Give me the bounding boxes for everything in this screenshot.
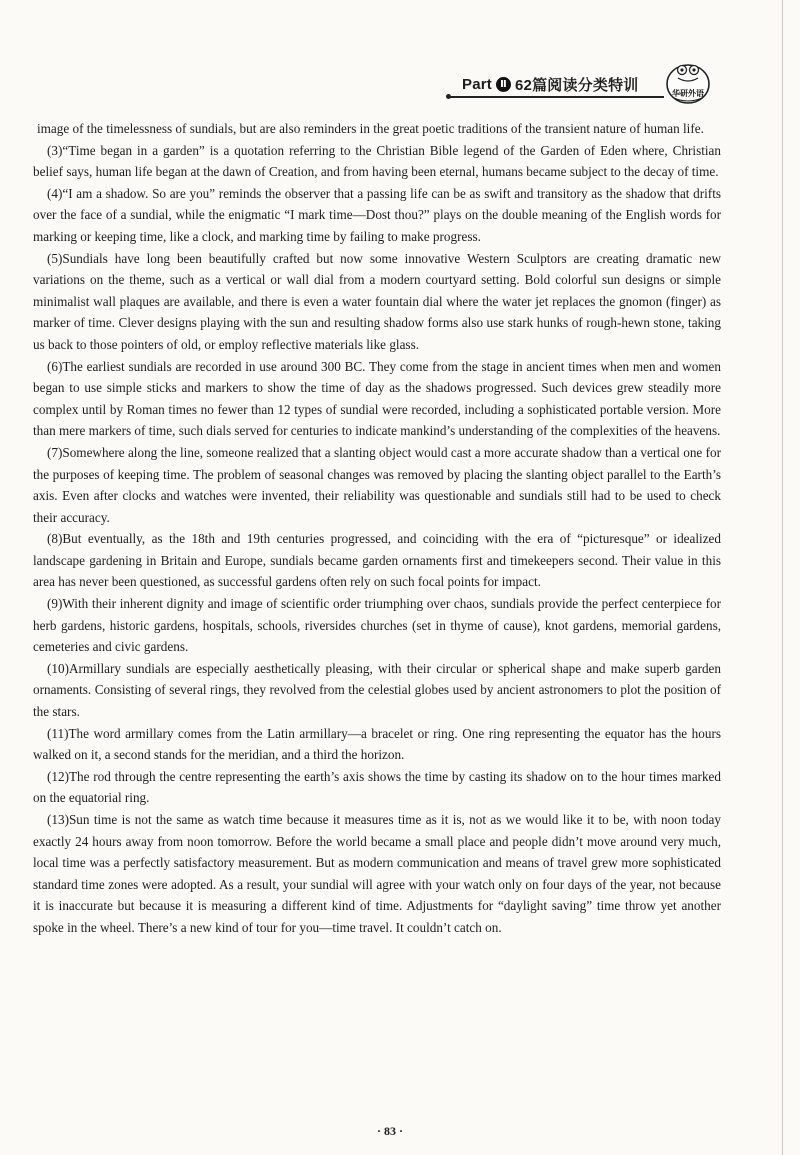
paragraph-5: (5)Sundials have long been beautifully crafted but now some innovative Western Sculptors are creating dramatic new variations on the theme, such as a vertical or wall dial from a modern courtyard setting. Bold colorful sun designs or simple minimalist wall plaques are available, and there is even a water fountain dial where the water jet replaces the gnomon (finger) as marker of time. Clever designs playing with the sun and resulting shadow forms also use stark hunks of rough-hewn stone, taking us back to those pointers of old, or employ reflective materials like glass. <box>33 250 721 352</box>
section-title <box>462 74 638 95</box>
paragraph-6: (6)The earliest sundials are recorded in use around 300 BC. They come from the stage in ancient times when men and women began to use simple sticks and markers to show the time of day as the shadows progressed. Such devices grew steadily more complex until by Roman times no fewer than 12 types of sundial were recorded, including a sophisticated portable version. More than mere markers of time, such dials served for centuries to indicate mankind’s understanding of the complexities of the heavens. <box>33 358 721 439</box>
part-number-badge: Ⅱ <box>496 77 511 92</box>
paragraph-7: (7)Somewhere along the line, someone realized that a slanting object would cast a more accurate shadow than a vertical one for the purposes of keeping time. The problem of seasonal changes was removed by placing the slanting object parallel to the Earth’s axis. Even after clocks and watches were invented, their reliability was questionable and sundials still had to be used to check their accuracy. <box>33 444 721 525</box>
paragraph-continuation: image of the timelessness of sundials, but are also reminders in the great poetic traditions of the transient nature of human life. <box>37 121 704 136</box>
paragraph-4: (4)“I am a shadow. So are you” reminds the observer that a passing life can be as swift and transitory as the shadow that drifts over the face of a sundial, while the enigmatic “I mark time—Dost thou?” plays on the double meaning of the English words for marking or keeping time, like a clock, and marking time by failing to make progress. <box>33 185 721 244</box>
paragraph-11: (11)The word armillary comes from the Latin armillary—a bracelet or ring. One ring representing the equator has the hours walked on it, a second stands for the meridian, and a third the horizon. <box>33 725 721 763</box>
article-body <box>33 118 721 939</box>
paragraph-13: (13)Sun time is not the same as watch time because it measures time as it is, not as we would like it to be, with noon today exactly 24 hours away from noon tomorrow. Before the world became a small place and people didn’t move around very much, local time was a perfectly satisfactory measurement. But as modern communication and means of travel grew more sophisticated standard time zones were adopted. As a result, your sundial will agree with your watch only on four days of the year, not because it is inaccurate but because it is measuring a different kind of time. Adjustments for “daylight saving” time throw yet another spoke in the wheel. There’s a new kind of tour for you—time travel. It couldn’t catch on. <box>33 812 721 935</box>
paragraph-8: (8)But eventually, as the 18th and 19th centuries progressed, and coinciding with the era of “picturesque” or idealized landscape gardening in Britain and Europe, sundials became garden ornaments first and timekeepers second. Their value in this area has never been questioned, as successful gardens often rely on such focal points for impact. <box>33 531 721 590</box>
page-number: · 83 · <box>376 1124 403 1138</box>
paragraph-12: (12)The rod through the centre representing the earth’s axis shows the time by casting its shadow on to the hour times marked on the equatorial ring. <box>33 768 721 806</box>
header-rule <box>450 96 664 98</box>
page-header <box>0 0 800 110</box>
logo-text: 华研外语 <box>672 89 704 98</box>
part-label: Part <box>462 76 492 93</box>
paragraph-10: (10)Armillary sundials are especially aesthetically pleasing, with their circular or spherical shape and make superb garden ornaments. Consisting of several rings, they revolved from the celestial globes used by ancient astronomers to plot the position of the stars. <box>33 660 721 720</box>
section-title-text: 62篇阅读分类特训 <box>514 77 639 94</box>
paragraph-3: (3)“Time began in a garden” is a quotation referring to the Christian Bible legend of the Garden of Eden where, Christian belief says, human life began at the dawn of Creation, and from having been eternal, humans became subject to the decay of time. <box>33 142 721 180</box>
paragraph-9: (9)With their inherent dignity and image of scientific order triumphing over chaos, sundials provide the perfect centerpiece for herb gardens, historic gardens, hospitals, schools, riversides churches (set in thyme of cause), knot gardens, memorial gardens, cemeteries and civic gardens. <box>33 596 721 655</box>
page-edge-line <box>782 0 783 1155</box>
